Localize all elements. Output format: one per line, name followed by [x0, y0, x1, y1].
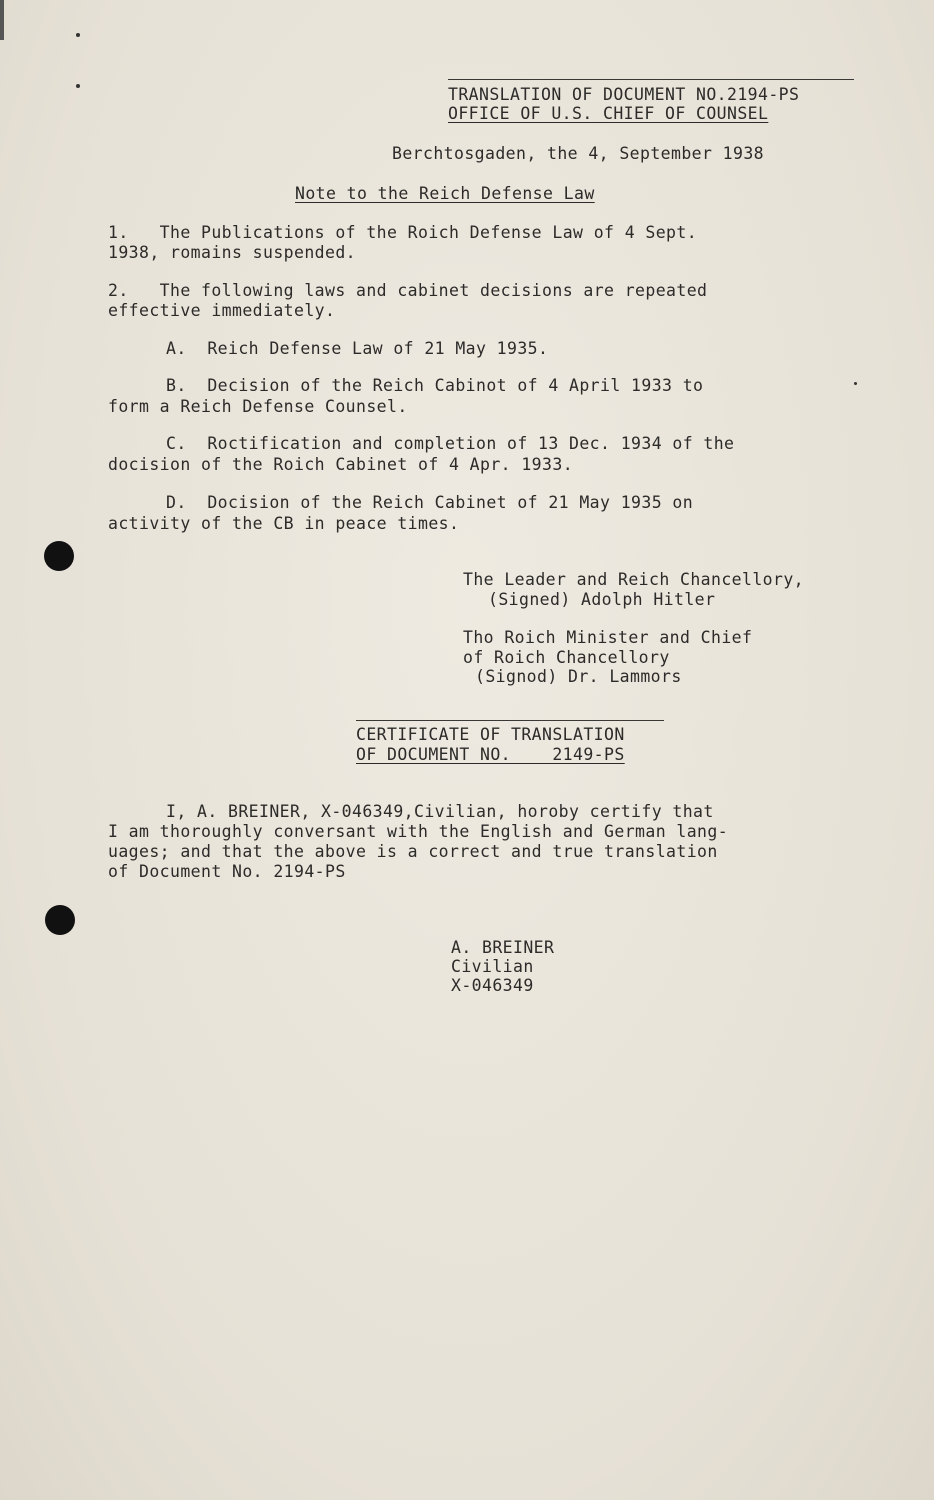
paragraph-1-line-2: 1938, romains suspended.	[108, 243, 357, 262]
item-a-line-1: A. Reich Defense Law of 21 May 1935.	[166, 339, 549, 358]
signature-2-line-3: (Signod) Dr. Lammors	[475, 667, 682, 686]
paragraph-1-line-1: 1. The Publications of the Roich Defense Law of 4 Sept.	[108, 223, 698, 242]
signature-1-line-2: (Signed) Adolph Hitler	[488, 590, 716, 609]
translator-name: A. BREINER	[451, 938, 555, 957]
punch-hole	[44, 541, 74, 571]
certificate-body-line-4: of Document No. 2194-PS	[108, 862, 346, 881]
certificate-title-line-2: OF DOCUMENT NO. 2149-PS	[356, 745, 625, 764]
dateline: Berchtosgaden, the 4, September 1938	[392, 144, 765, 163]
paragraph-2-line-2: effective immediately.	[108, 301, 336, 320]
translator-status: Civilian	[451, 957, 534, 976]
translator-id: X-046349	[451, 976, 534, 995]
certificate-body-line-2: I am thoroughly conversant with the English and German lang-	[108, 822, 729, 841]
item-d-line-1: D. Docision of the Reich Cabinet of 21 May 1935 on	[166, 493, 694, 512]
certificate-top-rule	[356, 720, 664, 721]
certificate-body-line-3: uages; and that the above is a correct and true translation	[108, 842, 718, 861]
signature-2-line-1: Tho Roich Minister and Chief	[463, 628, 753, 647]
speck-mark	[76, 84, 80, 88]
paragraph-2-line-1: 2. The following laws and cabinet decisions are repeated	[108, 281, 708, 300]
header-line-2: OFFICE OF U.S. CHIEF OF COUNSEL	[448, 104, 769, 123]
header-line-1: TRANSLATION OF DOCUMENT NO.2194-PS	[448, 85, 800, 104]
speck-mark	[76, 33, 80, 37]
document-title: Note to the Reich Defense Law	[295, 184, 595, 203]
item-c-line-2: docision of the Roich Cabinet of 4 Apr. 1933.	[108, 455, 574, 474]
item-b-line-1: B. Decision of the Reich Cabinot of 4 April 1933 to	[166, 376, 704, 395]
item-b-line-2: form a Reich Defense Counsel.	[108, 397, 408, 416]
punch-hole	[45, 905, 75, 935]
header-top-rule	[448, 79, 854, 80]
signature-2-line-2: of Roich Chancellory	[463, 648, 670, 667]
certificate-body-line-1: I, A. BREINER, X-046349,Civilian, horoby certify that	[166, 802, 714, 821]
item-d-line-2: activity of the CB in peace times.	[108, 514, 460, 533]
page-edge-mark	[0, 0, 4, 40]
speck-mark	[854, 382, 857, 385]
item-c-line-1: C. Roctification and completion of 13 Dec. 1934 of the	[166, 434, 735, 453]
certificate-title-line-1: CERTIFICATE OF TRANSLATION	[356, 725, 625, 744]
signature-1-line-1: The Leader and Reich Chancellory,	[463, 570, 805, 589]
